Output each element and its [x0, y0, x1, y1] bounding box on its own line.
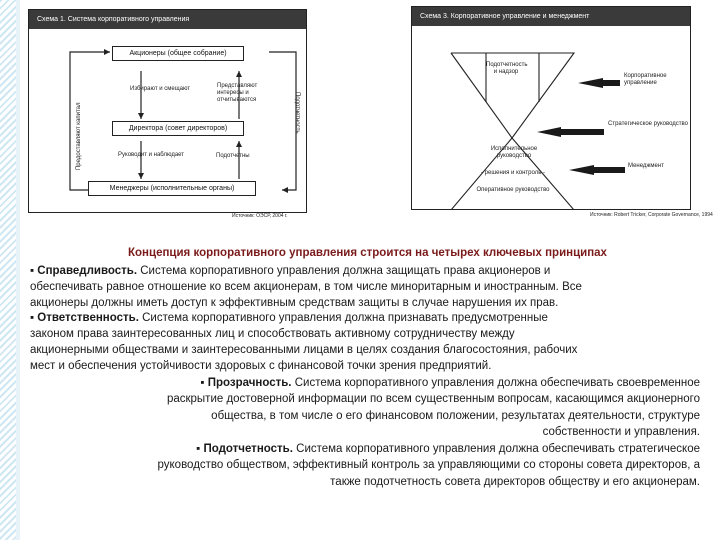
concept-title: Концепция корпоративного управления строится на четырех ключевых принципах	[128, 247, 607, 259]
accountability-heading: Подотчетность.	[203, 443, 293, 455]
lead-label: Руководит и наблюдает	[118, 152, 185, 158]
accountability-text-3: также подотчетность совета директоров обществу и его акционерам.	[330, 476, 700, 488]
responsibility-text-1: Система корпоративного управления должна признавать предусмотренные	[142, 312, 548, 324]
report-label: Представляют интересы и отчитываются	[217, 83, 258, 103]
bullet: ▪	[30, 265, 35, 277]
transparency-text-3: общества, в том числе о его финансовом положении, результатах деятельности, структуре	[211, 410, 700, 422]
principle-accountability-line-1	[30, 442, 700, 458]
scheme-1-source: Источник: ОЭСР, 2004 г.	[232, 213, 288, 219]
bullet: ▪	[200, 377, 205, 389]
decorative-stripe	[0, 0, 16, 540]
scheme-2-diagram	[411, 6, 691, 210]
provide-capital-label: Предоставляют капитал	[76, 102, 82, 170]
fairness-heading: Справедливость.	[37, 265, 138, 277]
triangle-bottom-label-1: Исполнительное руководство	[490, 146, 538, 159]
fairness-text-2: обеспечивать равное отношение ко всем акционерам, в том числе миноритарным и иностранным. Все	[30, 281, 582, 293]
accountability-text-2: руководство обществом, эффективный контроль за управляющими со стороны совета директоров, а	[157, 459, 700, 471]
directors-box: Директора (совет директоров)	[112, 121, 244, 136]
scheme-1-header: Схема 1. Система корпоративного управления	[29, 10, 306, 29]
fairness-text-3: акционеры должны иметь доступ к эффективным средствам защиты в случае нарушения их прав.	[30, 297, 559, 309]
managers-box: Менеджеры (исполнительные органы)	[88, 181, 256, 196]
decorative-stripe-inner	[16, 0, 20, 540]
shareholders-box: Акционеры (общее собрание)	[112, 46, 244, 61]
accountability-text-1: Система корпоративного управления должна обеспечивать стратегическое	[296, 443, 700, 455]
triangle-bottom-label-2: - решения и контроль -	[480, 170, 545, 176]
principle-responsibility-line-1	[30, 311, 700, 327]
principle-transparency-line-1	[30, 376, 700, 392]
corporate-governance-label: Корпоративное управление	[624, 73, 667, 86]
elect-label: Избирают и смещают	[130, 86, 191, 92]
transparency-text-2: раскрытие достоверной информации по всем существенным вопросам, касающимся акционерного	[166, 393, 700, 405]
scheme-2-source: Источник: Robert Tricker, Corporate Governance, 1994	[590, 212, 713, 218]
bullet: ▪	[196, 443, 201, 455]
transparency-text-4: собственности и управления.	[542, 426, 700, 438]
accountability-label: Подотчетность	[294, 92, 300, 134]
transparency-text-1: Система корпоративного управления должна обеспечивать своевременное	[294, 377, 700, 389]
fairness-text-1: Система корпоративного управления должна защищать права акционеров и	[140, 265, 551, 277]
scheme-2-header: Схема 3. Корпоративное управление и менеджмент	[412, 7, 690, 26]
bullet: ▪	[30, 312, 35, 324]
responsibility-text-3: акционерными обществами и заинтересованными лицами в целях создания благосостояния, рабочих	[30, 344, 578, 356]
accountable-label: Подотчетны	[216, 153, 250, 159]
strategic-management-label: Стратегическое руководство	[608, 121, 689, 127]
transparency-heading: Прозрачность.	[207, 377, 292, 389]
responsibility-heading: Ответственность.	[37, 312, 139, 324]
responsibility-text-2: законом права заинтересованных лиц и способствовать активному сотрудничеству между	[30, 328, 515, 340]
management-label: Менеджмент	[628, 163, 664, 169]
triangle-top-label: Подотчетность и надзор	[486, 62, 528, 75]
responsibility-text-4: мест и обеспечения устойчивости здоровых с финансовой точки зрения предприятий.	[30, 360, 492, 372]
principle-fairness-line-1	[30, 264, 700, 280]
triangle-bottom-label-3: Оперативное руководство	[476, 187, 550, 193]
